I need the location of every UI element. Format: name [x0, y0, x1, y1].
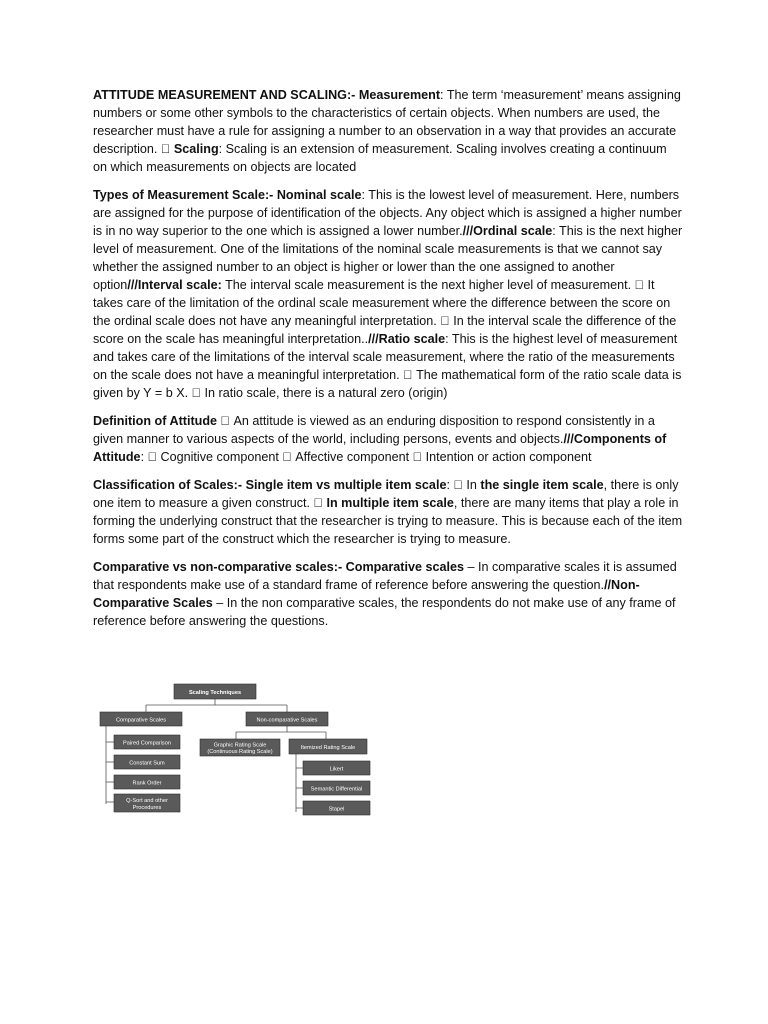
text-run: – In the non comparative scales, the respondents do not make use of any frame of reference before answering the questions. — [93, 596, 676, 628]
node-rank-order — [114, 775, 180, 789]
bold-run: ///Ratio scale — [333, 332, 411, 346]
bold-run: Definition of Attitude — [93, 414, 218, 428]
bold-run: //Non-Comparative Scales — [93, 578, 640, 610]
para-definition-of-attitude — [93, 412, 683, 466]
node-root-label: Scaling Techniques — [188, 690, 242, 696]
bold-run: ///Components of Attitude — [93, 432, 633, 464]
text-run: : Cognitive component Affective component Intention or action component — [140, 450, 552, 464]
bold-run: ATTITUDE MEASUREMENT AND SCALING:- Measurement — [93, 88, 441, 102]
text-run: : In — [446, 478, 468, 492]
text-run: : Scaling is an extension of measurement. Scaling involves creating a continuum on which measurements on objects are located — [93, 142, 672, 174]
text-run: : This is the highest level of measurement and takes care of the limitations of the interval scale measurement, where the ratio of the measurements on the scale does not have a meaningful interpretation. The mathematical form of the ratio scale data is given by Y = b X. In ratio scale, there is a natural zero (origin) — [93, 332, 668, 400]
text-run: , there is only one item to measure a given construct. — [93, 478, 666, 510]
text-run: : The term ‘measurement’ means assigning numbers or some other symbols to the characteristics of certain objects. When numbers are used, the researcher must have a rule for assigning a number to an observation in a way that provides an accurate description. — [93, 88, 681, 156]
node-noncomparative-label: Non-comparative Scales — [256, 717, 318, 724]
diagram-svg — [96, 678, 376, 823]
bold-run: In multiple item scale — [313, 496, 441, 510]
node-qsort-label-1: Q-Sort and other — [126, 798, 168, 804]
node-constant-sum-label: Constant Sum — [129, 760, 165, 767]
text-run: – In comparative scales it is assumed that respondents make use of a standard frame of reference before answering the question. — [93, 560, 677, 592]
node-stapel — [303, 801, 370, 815]
node-itemized-rating-label: Itemized Rating Scale — [300, 745, 356, 751]
node-graphic-rating-label-1: Graphic Rating Scale — [213, 742, 267, 749]
para-classification-of-scales — [93, 476, 683, 548]
para-comparative-scales — [93, 558, 683, 630]
text-run: : This is the lowest level of measurement. Here, numbers are assigned for the purpose of identification of the objects. Any object which is assigned a higher number is in no way superior to the one which is assigned a lower number. — [93, 188, 682, 238]
node-semantic-differential — [303, 781, 370, 795]
text-run: The interval scale measurement is the next higher level of measurement. It takes care of the limitation of the ordinal scale measurement where the difference between the score on the ordinal scale does not have any meaningful interpretation. In the interval scale the difference of the score on the scale has meaningful interpretation.. — [93, 278, 677, 346]
text-run: , there are many items that play a role in forming the underlying construct that the researcher is trying to measure. This is because each of the item forms some part of the construct which the researcher is trying to measure. — [93, 496, 683, 546]
node-rank-order-label: Rank Order — [132, 780, 162, 787]
scaling-techniques-diagram — [96, 678, 376, 823]
text-run: An attitude is viewed as an enduring disposition to respond consistently in a given manner to various aspects of the world, including persons, events and objects. — [93, 414, 675, 446]
bold-run: Classification of Scales:- Single item vs multiple item scale — [93, 478, 447, 492]
bold-run: the single item scale — [467, 478, 591, 492]
node-semantic-differential-label: Semantic Differential — [310, 786, 363, 793]
node-itemized-rating — [289, 739, 367, 754]
node-qsort — [114, 794, 180, 812]
node-qsort-label-2: Procedures — [132, 805, 162, 811]
document-body — [93, 86, 683, 640]
para-attitude-measurement — [93, 86, 683, 176]
node-likert — [303, 761, 370, 775]
node-root — [174, 684, 256, 699]
node-likert-label: Likert — [329, 766, 344, 773]
para-types-of-scale — [93, 186, 683, 402]
node-constant-sum — [114, 755, 180, 769]
node-stapel-label: Stapel — [328, 806, 345, 813]
bold-run: ///Interval scale: — [127, 278, 222, 292]
bold-run: Scaling — [160, 142, 206, 156]
bold-run: Comparative vs non-comparative scales:- Comparative scales — [93, 560, 464, 574]
node-comparative-label: Comparative Scales — [115, 717, 167, 724]
node-paired-comparison — [114, 735, 180, 749]
node-comparative — [100, 712, 182, 726]
node-graphic-rating-label-2: (Continuous Rating Scale) — [207, 749, 273, 755]
text-run: : This is the next higher level of measurement. One of the limitations of the nominal scale measurements is that we cannot say whether the assigned number to an object is higher or lower than the one assigned to another option — [93, 224, 683, 292]
bold-run: Types of Measurement Scale:- Nominal scale — [93, 188, 362, 202]
node-noncomparative — [246, 712, 328, 726]
bold-run: ///Ordinal scale — [462, 224, 553, 238]
node-graphic-rating — [200, 739, 280, 756]
node-paired-comparison-label: Paired Comparison — [123, 740, 171, 747]
